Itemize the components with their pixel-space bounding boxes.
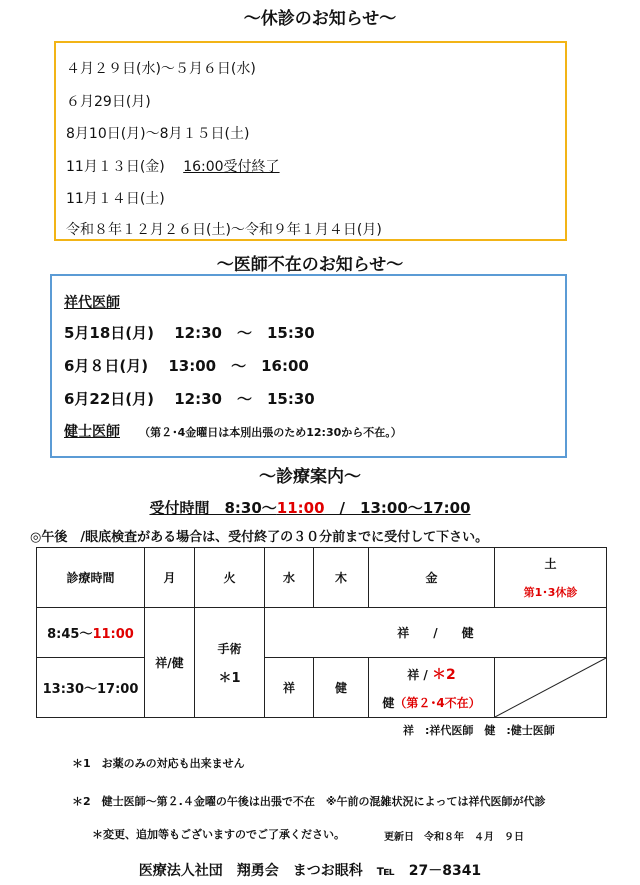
- closure-line-3: 8月10日(月)～8月１５日(土): [66, 126, 250, 142]
- header-sat: [495, 548, 607, 608]
- footnote-1: ＊1 お薬のみの対応も出来ません: [72, 757, 245, 770]
- legend: 祥 :祥代医師 健 :健士医師: [403, 724, 555, 737]
- footnote-3: ＊変更、追加等もございますのでご了承ください。: [92, 828, 345, 841]
- closure-line-4-date: 11月１３日(金): [66, 159, 165, 175]
- pm-fri-cell: [369, 658, 495, 718]
- reception-red: 11:00: [276, 499, 325, 517]
- reception-suffix: / 13:00～17:00: [324, 499, 471, 517]
- absence-date-2: 6月８日(月) 13:00 ～ 16:00: [64, 357, 309, 375]
- pm-fri-line2-text: 健: [382, 696, 395, 710]
- absence-title: ～医師不在のお知らせ～: [216, 255, 404, 275]
- clinic-footer: 医療法人社団 翔勇会 まつお眼科 ℡ 27－8341: [138, 863, 482, 879]
- header-mon: 月: [145, 548, 195, 608]
- schedule-table: [36, 547, 607, 718]
- reception-hours-text: [149, 499, 470, 517]
- closure-line-1: ４月２９日(水)～５月６日(水): [66, 61, 256, 77]
- footnote-2: ＊2 健士医師～第２.４金曜の午後は出張で不在 ※午前の混雑状況によっては祥代医師が代診: [72, 795, 546, 808]
- header-wed: 水: [265, 548, 314, 608]
- am-time-red: 11:00: [92, 627, 134, 642]
- header-sat-label: 土: [544, 557, 557, 571]
- header-thu: 木: [314, 548, 369, 608]
- info-title: ～診療案内～: [259, 467, 361, 487]
- closure-title: ～休診のお知らせ～: [243, 9, 397, 29]
- header-fri: 金: [369, 548, 495, 608]
- closure-line-6: 令和８年１２月２６日(土)～令和９年１月４日(月): [66, 222, 382, 238]
- mon-cell: 祥/健: [145, 608, 195, 718]
- am-time: [37, 608, 145, 658]
- closure-line-4: [66, 156, 280, 176]
- am-time-prefix: 8:45～: [47, 627, 93, 642]
- header-sat-note: 第1･3休診: [523, 586, 578, 599]
- diagonal-line: [495, 658, 606, 717]
- pm-sat-cell: [495, 658, 607, 718]
- tue-cell-line1: 手術: [217, 641, 242, 656]
- doctor2-line: [64, 421, 402, 441]
- reception-hours: [0, 497, 620, 518]
- updated-date: 更新日 令和８年 ４月 ９日: [384, 832, 524, 843]
- tue-cell-line2: ＊1: [218, 670, 241, 686]
- reception-notice: ◎午後 /眼底検査がある場合は、受付終了の３０分前までに受付して下さい。: [30, 530, 489, 545]
- pm-fri-line2: [369, 694, 494, 711]
- tue-cell: [195, 608, 265, 718]
- closure-line-2: ６月29日(月): [66, 94, 151, 110]
- pm-wed-cell: 祥: [265, 658, 314, 718]
- am-wed-sat-cell: 祥 / 健: [265, 608, 607, 658]
- pm-fri-line1: [369, 664, 494, 684]
- header-time: 診療時間: [37, 548, 145, 608]
- absence-date-1: 5月18日(月) 12:30 ～ 15:30: [64, 324, 315, 342]
- doctor2-name: 健士医師: [64, 424, 120, 440]
- pm-fri-line1-red: ＊2: [432, 667, 456, 683]
- header-tue: 火: [195, 548, 265, 608]
- pm-fri-line2-red: （第２･4不在）: [394, 696, 481, 710]
- doctor2-note: （第２･4金曜日は本別出張のため12:30から不在。）: [139, 426, 402, 439]
- closure-line-5: 11月１４日(土): [66, 191, 165, 207]
- pm-time: 13:30～17:00: [37, 658, 145, 718]
- pm-fri-line1-text: 祥 /: [407, 668, 432, 682]
- absence-date-3: 6月22日(月) 12:30 ～ 15:30: [64, 390, 315, 408]
- pm-thu-cell: 健: [314, 658, 369, 718]
- doctor1-name: 祥代医師: [64, 295, 120, 311]
- closure-line-4-note: 16:00受付終了: [183, 159, 280, 175]
- reception-prefix: 受付時間 8:30～: [149, 499, 277, 517]
